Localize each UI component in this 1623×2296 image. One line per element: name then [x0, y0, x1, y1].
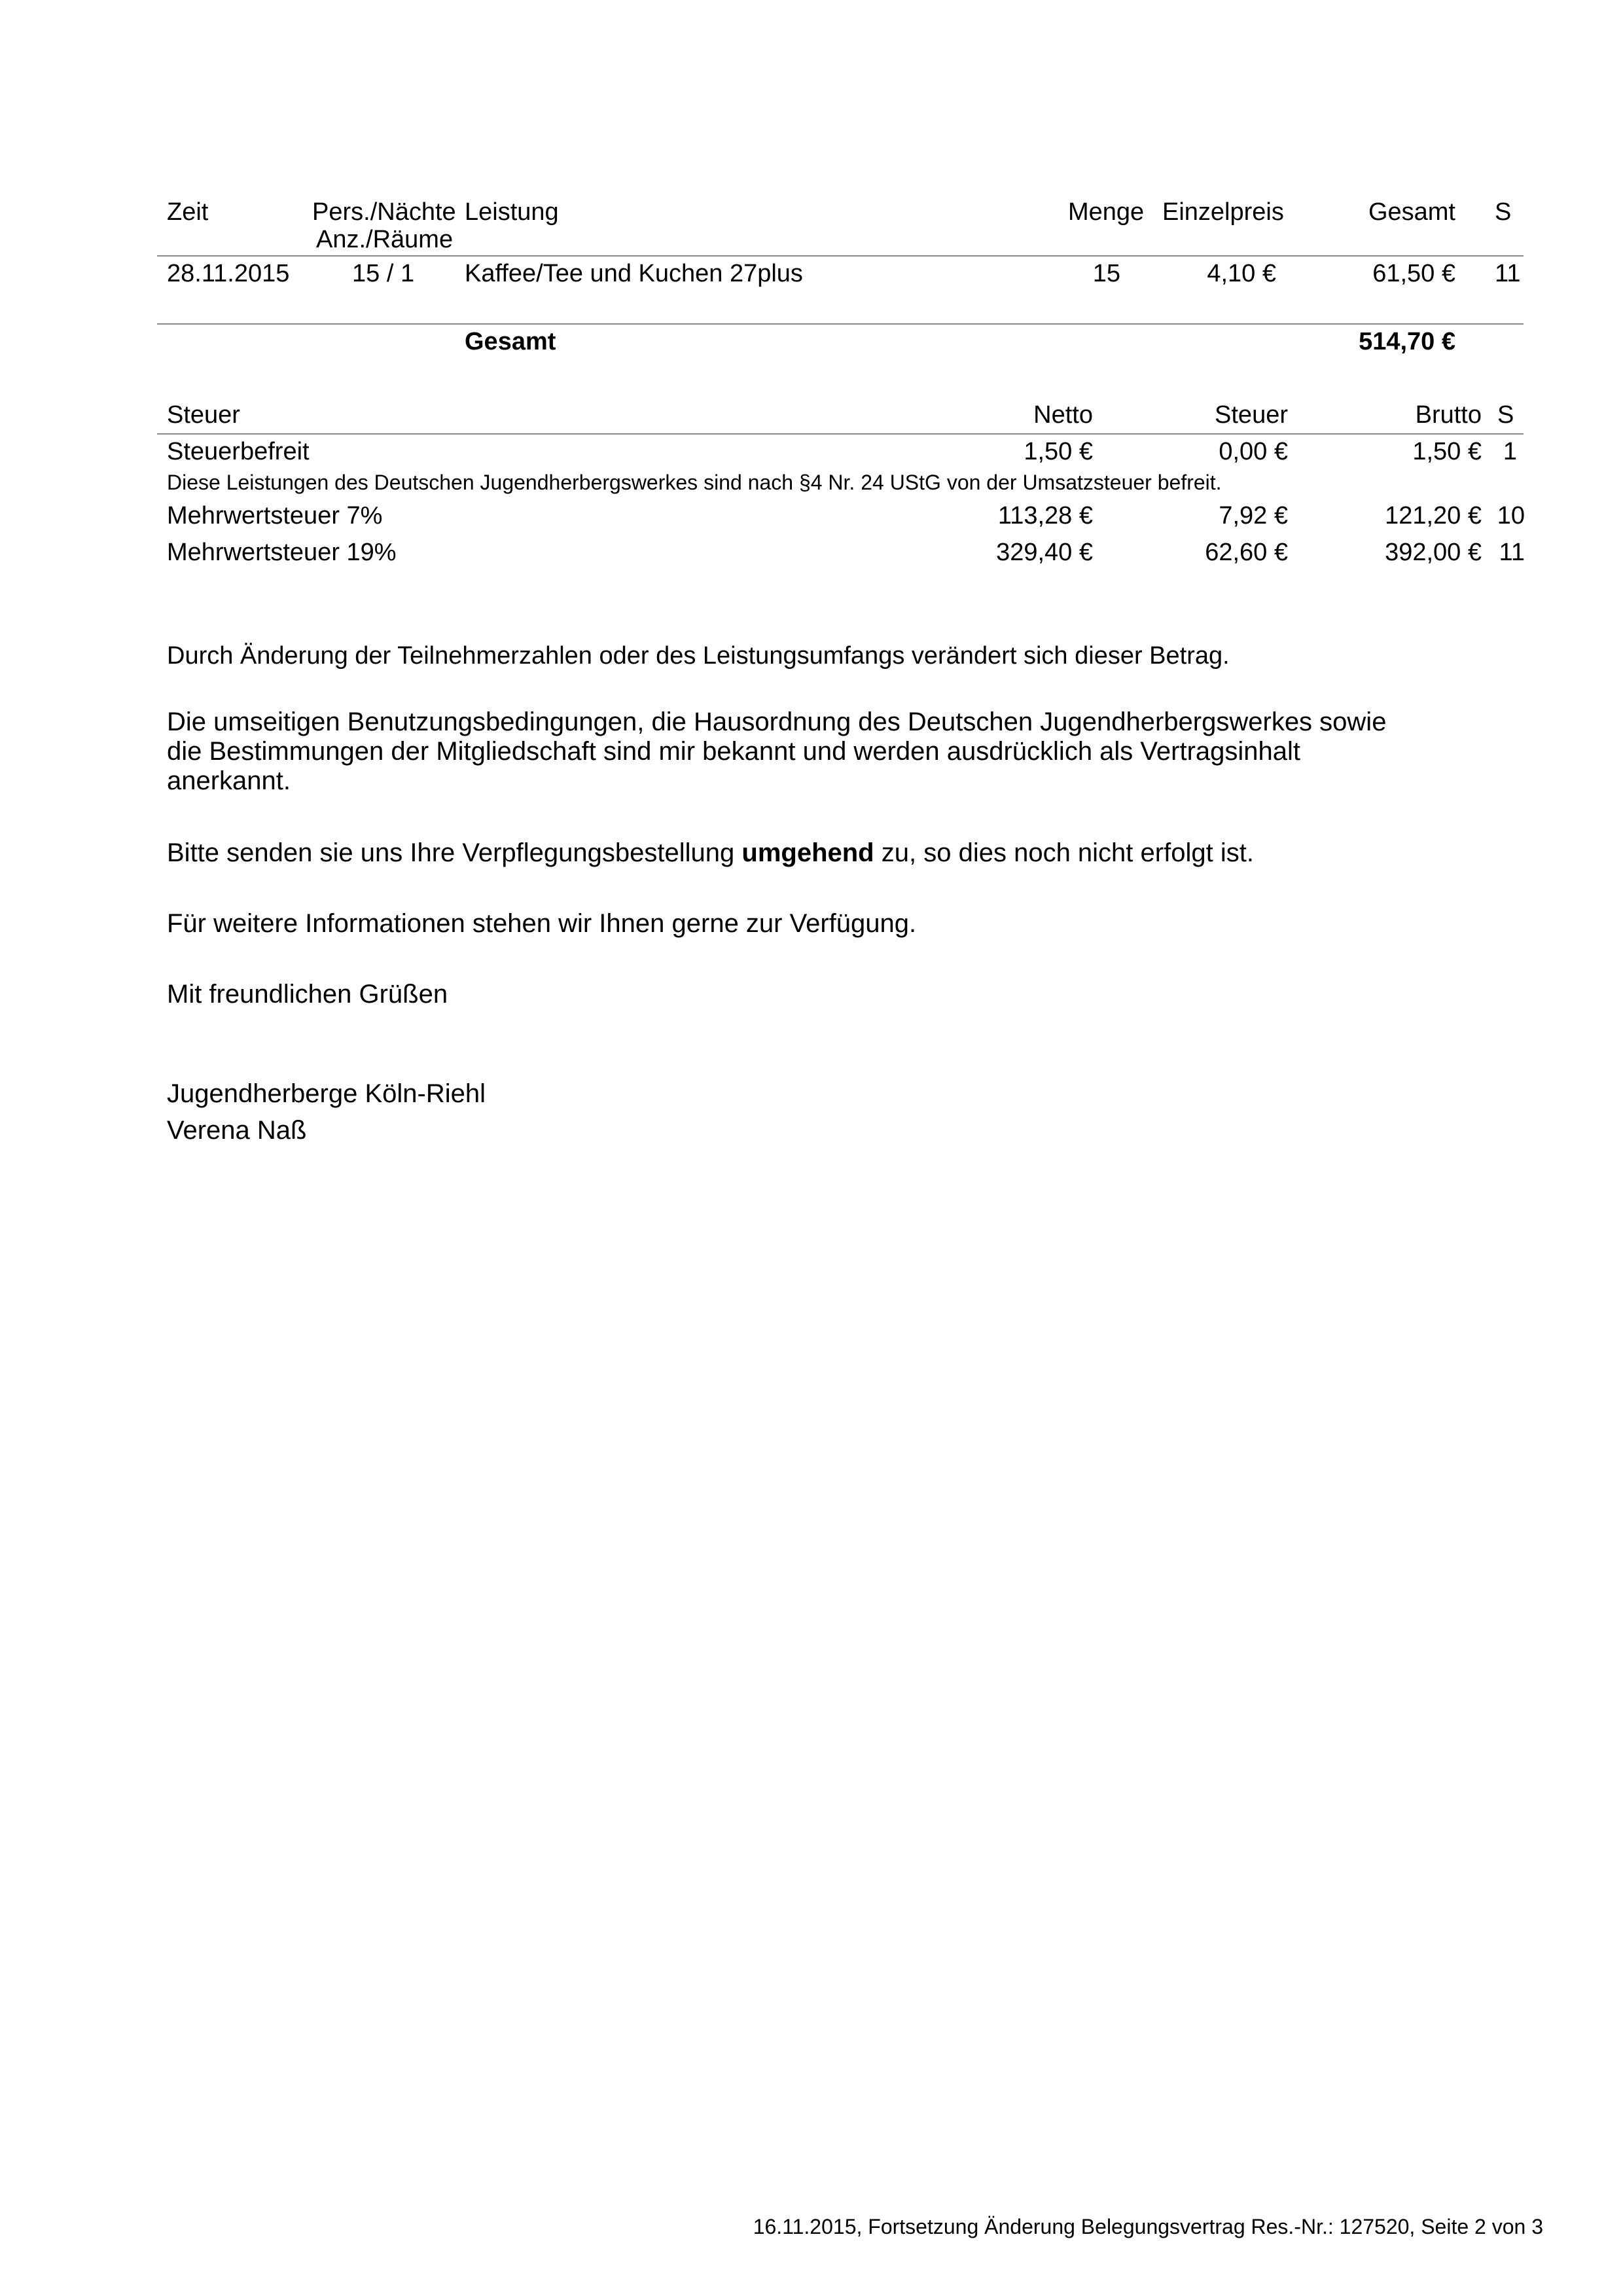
tax-row-brutto: 121,20 € [1385, 502, 1482, 529]
tax-header-netto: Netto [1033, 401, 1093, 429]
tax-row-netto: 1,50 € [1024, 438, 1093, 465]
tax-row-label: Steuerbefreit [167, 438, 310, 465]
tax-row-brutto: 392,00 € [1385, 539, 1482, 566]
total-divider [157, 323, 1524, 325]
header-leistung: Leistung [465, 198, 559, 226]
tax-header-s: S [1497, 401, 1514, 429]
tax-header-steuer: Steuer [167, 401, 240, 429]
tax-row-brutto: 1,50 € [1412, 438, 1482, 465]
header-anz-raeume: Anz./Räume [316, 226, 454, 253]
header-s: S [1495, 198, 1512, 226]
tax-exempt-note: Diese Leistungen des Deutschen Jugendherbergswerkes sind nach §4 Nr. 24 UStG von der Umsatzsteuer befreit. [167, 471, 1222, 494]
tax-row-s: 11 [1499, 539, 1525, 566]
order-request [167, 838, 1254, 868]
row-leistung: Kaffee/Tee und Kuchen 27plus [465, 260, 803, 287]
page-footer: 16.11.2015, Fortsetzung Änderung Belegungsvertrag Res.-Nr.: 127520, Seite 2 von 3 [753, 2215, 1543, 2238]
row-menge: 15 [1092, 260, 1120, 287]
tax-row-steuer: 0,00 € [1219, 438, 1288, 465]
total-value: 514,70 € [1359, 328, 1455, 355]
tax-row-s: 10 [1497, 502, 1525, 529]
header-divider [157, 255, 1524, 257]
row-gesamt: 61,50 € [1372, 260, 1455, 287]
header-pers-naechte: Pers./Nächte [312, 198, 456, 226]
tax-row-s: 1 [1503, 438, 1517, 465]
header-menge: Menge [1068, 198, 1145, 226]
tax-row-steuer: 7,92 € [1219, 502, 1288, 529]
terms-line-2: die Bestimmungen der Mitgliedschaft sind mir bekannt und werden ausdrücklich als Vertragsinhalt [167, 737, 1301, 766]
total-label: Gesamt [465, 328, 556, 355]
order-request-emphasis: umgehend [741, 838, 874, 867]
row-zeit: 28.11.2015 [167, 260, 290, 287]
tax-header-brutto: Brutto [1415, 401, 1482, 429]
tax-row-label: Mehrwertsteuer 19% [167, 539, 397, 566]
tax-row-label: Mehrwertsteuer 7% [167, 502, 383, 529]
order-request-text: Bitte senden sie uns Ihre Verpflegungsbestellung [167, 838, 735, 867]
tax-row-netto: 113,28 € [997, 502, 1093, 529]
tax-row-steuer: 62,60 € [1205, 539, 1288, 566]
header-einzelpreis: Einzelpreis [1162, 198, 1284, 226]
header-gesamt: Gesamt [1368, 198, 1455, 226]
terms-line-3: anerkannt. [167, 766, 291, 795]
info-line: Für weitere Informationen stehen wir Ihnen gerne zur Verfügung. [167, 909, 917, 938]
terms-line-1: Die umseitigen Benutzungsbedingungen, die Hausordnung des Deutschen Jugendherbergswerkes sowie [167, 708, 1387, 736]
row-einzelpreis: 4,10 € [1207, 260, 1276, 287]
tax-row-netto: 329,40 € [996, 539, 1093, 566]
order-request-text-end: zu, so dies noch nicht erfolgt ist. [881, 838, 1254, 867]
header-zeit: Zeit [167, 198, 209, 226]
row-s: 11 [1495, 260, 1521, 287]
sender-name: Verena Naß [167, 1116, 307, 1145]
tax-header-divider [157, 433, 1524, 435]
row-pers: 15 / 1 [352, 260, 415, 287]
sender-organization: Jugendherberge Köln-Riehl [167, 1079, 486, 1108]
tax-header-steuer-col: Steuer [1215, 401, 1288, 429]
change-note: Durch Änderung der Teilnehmerzahlen oder des Leistungsumfangs verändert sich dieser Betrag. [167, 642, 1230, 670]
greeting: Mit freundlichen Grüßen [167, 980, 448, 1009]
